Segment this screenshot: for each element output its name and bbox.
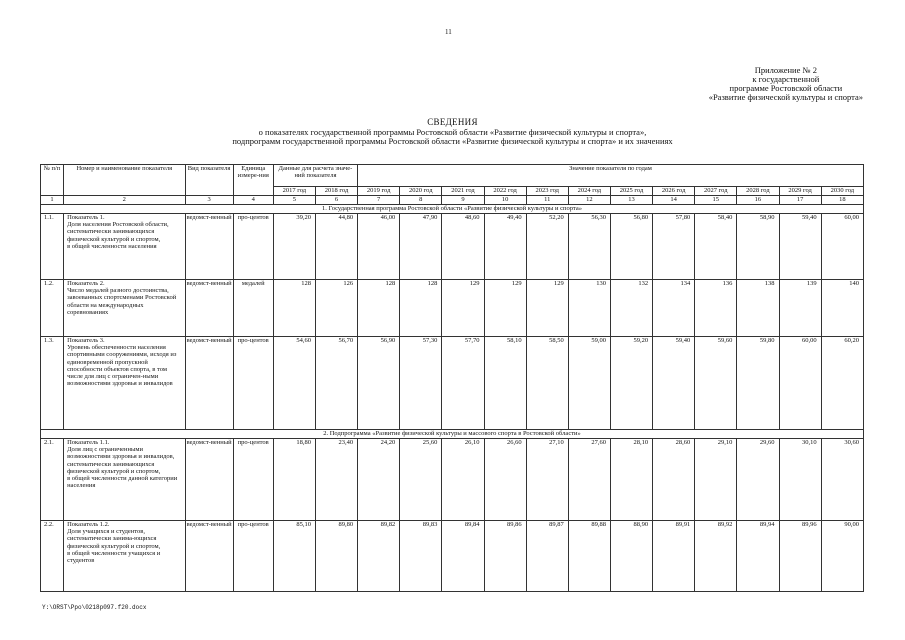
column-index: 2 (64, 196, 185, 205)
indicator-value: 132 (610, 280, 652, 337)
year-header: 2029 год (779, 187, 821, 196)
row-number: 2.1. (41, 439, 64, 521)
indicator-unit: про-центов (233, 521, 273, 592)
indicator-value: 49,40 (484, 214, 526, 280)
year-header: 2022 год (484, 187, 526, 196)
indicator-value: 44,80 (315, 214, 357, 280)
indicator-value: 136 (695, 280, 737, 337)
indicator-value: 85,10 (273, 521, 315, 592)
indicator-value: 58,90 (737, 214, 779, 280)
indicator-value: 59,80 (737, 337, 779, 430)
indicator-name: Показатель 3. Уровень обеспеченности населения спортивными сооружениями, исходя из единовременной пропускной способности объектов спорта, в том числе для лиц с ограничен-ными возможностями здоровья и инвалидов (64, 337, 185, 430)
indicator-value: 134 (653, 280, 695, 337)
indicator-value: 47,90 (400, 214, 442, 280)
indicator-value: 30,60 (821, 439, 863, 521)
row-number: 2.2. (41, 521, 64, 592)
indicator-value: 126 (315, 280, 357, 337)
indicator-value: 58,50 (526, 337, 568, 430)
document-title (0, 118, 905, 147)
title-heading: СВЕДЕНИЯ (427, 117, 478, 127)
indicator-value: 140 (821, 280, 863, 337)
table-row (41, 214, 864, 280)
column-index: 12 (568, 196, 610, 205)
indicator-value: 89,82 (358, 521, 400, 592)
column-index: 14 (653, 196, 695, 205)
row-number: 1.2. (41, 280, 64, 337)
indicator-value: 30,10 (779, 439, 821, 521)
indicator-value: 56,30 (568, 214, 610, 280)
title-line-2: подпрограмм государственной программы Ростовской области «Развитие физической культуры и спорта» и их значениях (232, 136, 673, 146)
table-row (41, 337, 864, 430)
year-header: 2021 год (442, 187, 484, 196)
indicator-value: 58,40 (695, 214, 737, 280)
indicator-value: 139 (779, 280, 821, 337)
year-header: 2017 год (273, 187, 315, 196)
indicator-value: 25,60 (400, 439, 442, 521)
year-header: 2025 год (610, 187, 652, 196)
indicator-type: ведомст-венный (185, 280, 233, 337)
column-index: 3 (185, 196, 233, 205)
indicator-unit: про-центов (233, 214, 273, 280)
indicator-value: 89,86 (484, 521, 526, 592)
indicator-value: 59,60 (695, 337, 737, 430)
appendix-line-1: Приложение № 2 (754, 65, 817, 75)
indicator-type: ведомст-венный (185, 439, 233, 521)
indicator-value: 57,70 (442, 337, 484, 430)
indicator-value: 48,60 (442, 214, 484, 280)
indicator-value: 52,20 (526, 214, 568, 280)
indicator-value: 129 (526, 280, 568, 337)
year-header: 2024 год (568, 187, 610, 196)
column-index: 7 (358, 196, 400, 205)
indicator-type: ведомст-венный (185, 214, 233, 280)
header-values: Значение показателя по годам (358, 165, 864, 187)
indicator-type: ведомст-венный (185, 521, 233, 592)
indicator-name: Показатель 1. Доля населения Ростовской области, систематически занимающихся физической культурой и спортом, в общей численности населения (64, 214, 185, 280)
indicator-value: 59,20 (610, 337, 652, 430)
indicator-value: 29,10 (695, 439, 737, 521)
appendix-line-3: программе Ростовской области (729, 83, 843, 93)
header-unit: Единица измере-ния (233, 165, 273, 196)
table-row (41, 439, 864, 521)
year-header: 2026 год (653, 187, 695, 196)
indicator-value: 56,70 (315, 337, 357, 430)
appendix-line-2: к государственной (752, 74, 820, 84)
header-name: Номер и наименование показателя (64, 165, 185, 196)
year-header: 2018 год (315, 187, 357, 196)
indicator-value: 89,96 (779, 521, 821, 592)
indicator-value: 129 (484, 280, 526, 337)
indicator-name: Показатель 2. Число медалей разного достоинства, завоеванных спортсменами Ростовской области на международных соревнованиях (64, 280, 185, 337)
indicator-value: 89,80 (315, 521, 357, 592)
year-header: 2030 год (821, 187, 863, 196)
column-index: 1 (41, 196, 64, 205)
header-num: № п/п (41, 165, 64, 196)
table-row (41, 521, 864, 592)
indicator-value: 18,80 (273, 439, 315, 521)
indicator-value: 129 (442, 280, 484, 337)
year-header: 2023 год (526, 187, 568, 196)
column-index: 16 (737, 196, 779, 205)
indicator-value: 58,10 (484, 337, 526, 430)
section-heading: 2. Подпрограмма «Развитие физической культуры и массового спорта в Ростовской области» (41, 430, 864, 439)
row-number: 1.1. (41, 214, 64, 280)
header-type: Вид показателя (185, 165, 233, 196)
appendix-note (709, 66, 863, 102)
table-row (41, 280, 864, 337)
title-line-1: о показателях государственной программы Ростовской области «Развитие физической культуры и спорта», (258, 126, 647, 137)
year-header: 2028 год (737, 187, 779, 196)
indicator-value: 128 (273, 280, 315, 337)
indicator-value: 88,90 (610, 521, 652, 592)
indicator-value: 56,90 (358, 337, 400, 430)
indicator-value: 60,00 (779, 337, 821, 430)
indicator-value: 89,94 (737, 521, 779, 592)
column-index: 15 (695, 196, 737, 205)
indicator-name: Показатель 1.1. Доля лиц с ограниченными возможностями здоровья и инвалидов, систематически занимающихся физической культурой и спортом, в общей численности данной категории населения (64, 439, 185, 521)
indicator-value: 26,10 (442, 439, 484, 521)
year-header: 2020 год (400, 187, 442, 196)
indicators-table (40, 164, 864, 592)
indicator-value: 59,00 (568, 337, 610, 430)
header-data-calc: Данные для расчета значе-ний показателя (273, 165, 357, 187)
indicator-value: 57,80 (653, 214, 695, 280)
year-header: 2027 год (695, 187, 737, 196)
indicator-value: 39,20 (273, 214, 315, 280)
column-index: 6 (315, 196, 357, 205)
indicator-value: 46,00 (358, 214, 400, 280)
indicator-value: 90,00 (821, 521, 863, 592)
column-index: 9 (442, 196, 484, 205)
indicator-unit: про-центов (233, 337, 273, 430)
page-number: 11 (445, 28, 452, 36)
indicator-value: 28,60 (653, 439, 695, 521)
column-index: 8 (400, 196, 442, 205)
indicator-name: Показатель 1.2. Доля учащихся и студентов, систематически занима-ющихся физической культурой и спортом, в общей численности учащихся и студентов (64, 521, 185, 592)
column-index: 5 (273, 196, 315, 205)
column-index: 11 (526, 196, 568, 205)
indicator-value: 130 (568, 280, 610, 337)
indicator-value: 23,40 (315, 439, 357, 521)
year-header: 2019 год (358, 187, 400, 196)
indicator-value: 24,20 (358, 439, 400, 521)
indicator-value: 128 (400, 280, 442, 337)
indicator-value: 60,00 (821, 214, 863, 280)
indicator-value: 59,40 (653, 337, 695, 430)
indicator-value: 54,60 (273, 337, 315, 430)
indicator-value: 29,60 (737, 439, 779, 521)
column-index: 4 (233, 196, 273, 205)
indicator-unit: про-центов (233, 439, 273, 521)
appendix-line-4: «Развитие физической культуры и спорта» (708, 92, 863, 102)
row-number: 1.3. (41, 337, 64, 430)
column-index: 18 (821, 196, 863, 205)
indicator-value: 89,84 (442, 521, 484, 592)
indicator-value: 59,40 (779, 214, 821, 280)
column-index: 13 (610, 196, 652, 205)
column-index: 10 (484, 196, 526, 205)
indicator-value: 26,60 (484, 439, 526, 521)
column-index: 17 (779, 196, 821, 205)
indicator-value: 89,88 (568, 521, 610, 592)
indicator-unit: медалей (233, 280, 273, 337)
indicator-type: ведомст-венный (185, 337, 233, 430)
indicator-value: 56,80 (610, 214, 652, 280)
indicator-value: 89,92 (695, 521, 737, 592)
file-path: Y:\ORST\Ppo\0218p097.f20.docx (42, 604, 147, 611)
indicator-value: 138 (737, 280, 779, 337)
indicator-value: 27,60 (568, 439, 610, 521)
indicator-value: 128 (358, 280, 400, 337)
indicator-value: 27,10 (526, 439, 568, 521)
indicator-value: 89,91 (653, 521, 695, 592)
indicator-value: 60,20 (821, 337, 863, 430)
indicator-value: 57,30 (400, 337, 442, 430)
section-heading: 1. Государственная программа Ростовской области «Развитие физической культуры и спорта» (41, 205, 864, 214)
indicator-value: 89,87 (526, 521, 568, 592)
indicator-value: 28,10 (610, 439, 652, 521)
indicator-value: 89,83 (400, 521, 442, 592)
